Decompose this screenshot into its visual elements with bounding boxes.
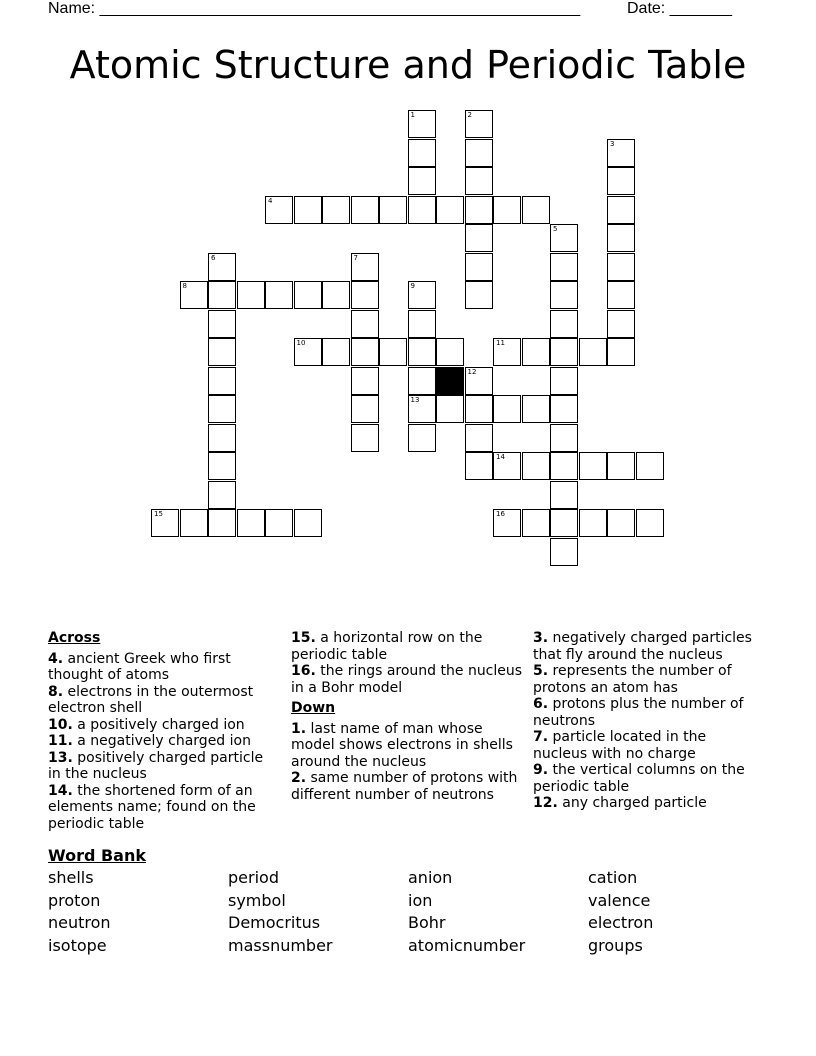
crossword-cell[interactable] (465, 424, 493, 452)
down-heading: Down (291, 700, 336, 716)
crossword-cell[interactable] (636, 452, 664, 480)
crossword-cell[interactable] (208, 509, 236, 537)
crossword-cell[interactable] (351, 281, 379, 309)
name-field[interactable]: Name: ______________________________________________________ (48, 0, 581, 17)
crossword-cell[interactable] (550, 424, 578, 452)
word-bank-item: ion (408, 890, 433, 910)
crossword-cell[interactable] (322, 196, 350, 224)
crossword-cell[interactable] (493, 395, 521, 423)
word-bank-item: Democritus (228, 913, 321, 932)
crossword-cell[interactable] (408, 139, 436, 167)
word-bank-item: Bohr (408, 913, 446, 932)
crossword-cell[interactable] (465, 139, 493, 167)
clue-number: 14 (496, 453, 505, 461)
crossword-cell[interactable] (550, 509, 578, 537)
clue-number: 4 (268, 196, 273, 205)
crossword-cell[interactable] (436, 338, 464, 366)
clue-down-12: 12. any charged particle (533, 795, 707, 811)
crossword-cell[interactable] (294, 338, 322, 366)
date-field[interactable]: Date: _______ (627, 0, 732, 17)
crossword-cell[interactable] (351, 395, 379, 423)
crossword-cell[interactable] (208, 395, 236, 423)
clue-down-7: 7. particle located in the nucleus with no charge (533, 729, 707, 762)
clue-number: 11 (496, 339, 505, 347)
word-bank-item: anion (408, 868, 453, 887)
crossword-cell[interactable] (493, 509, 521, 537)
crossword-cell[interactable] (408, 395, 436, 423)
crossword-cell[interactable] (294, 509, 322, 537)
crossword-cell[interactable] (208, 452, 236, 480)
clue-number: 8 (182, 282, 187, 290)
clue-down-2: 2. same number of protons with different number of neutrons (291, 770, 518, 803)
crossword-cell[interactable] (550, 338, 578, 366)
crossword-cell[interactable] (607, 310, 635, 338)
crossword-cell[interactable] (550, 395, 578, 423)
clue-number: 16 (496, 510, 505, 518)
crossword-cell[interactable] (351, 310, 379, 338)
clue-number: 12 (467, 367, 477, 376)
clues-column-3 (533, 630, 753, 812)
crossword-cell[interactable] (465, 167, 493, 195)
crossword-cell[interactable] (208, 367, 236, 395)
clue-number: 13 (410, 396, 420, 404)
crossword-cell[interactable] (322, 338, 350, 366)
crossword-cell[interactable] (408, 110, 436, 138)
crossword-cell[interactable] (522, 509, 550, 537)
crossword-cell[interactable] (208, 310, 236, 338)
crossword-cell[interactable] (493, 196, 521, 224)
clue-number: 10 (296, 339, 306, 347)
clue-across-16: 16. the rings around the nucleus in a Bohr model (291, 663, 523, 696)
crossword-cell[interactable] (579, 509, 607, 537)
crossword-cell[interactable] (465, 367, 493, 395)
word-bank-item: valence (588, 890, 651, 910)
crossword-cell[interactable] (550, 253, 578, 281)
crossword-cell[interactable] (237, 281, 265, 309)
crossword-cell[interactable] (550, 452, 578, 480)
clue-across-4: 4. ancient Greek who first thought of atoms (48, 650, 231, 683)
crossword-cell[interactable] (465, 196, 493, 224)
crossword-cell[interactable] (208, 281, 236, 309)
crossword-cell[interactable] (550, 310, 578, 338)
clue-across-14: 14. the shortened form of an elements name; found on the periodic table (48, 782, 256, 832)
crossword-cell[interactable] (265, 509, 293, 537)
clue-number: 9 (410, 282, 415, 290)
crossword-cell[interactable] (579, 338, 607, 366)
clue-across-15: 15. a horizontal row on the periodic table (291, 630, 483, 663)
crossword-cell[interactable] (208, 253, 236, 281)
crossword-cell[interactable] (493, 338, 521, 366)
crossword-cell[interactable] (579, 452, 607, 480)
crossword-cell[interactable] (208, 481, 236, 509)
crossword-cell[interactable] (351, 424, 379, 452)
clue-number: 15 (154, 510, 163, 518)
crossword-cell[interactable] (379, 196, 407, 224)
crossword-cell[interactable] (607, 196, 635, 224)
clue-number: 6 (211, 253, 216, 262)
crossword-cell[interactable] (607, 509, 635, 537)
crossword-cell[interactable] (351, 367, 379, 395)
crossword-cell[interactable] (465, 253, 493, 281)
crossword-cell[interactable] (436, 196, 464, 224)
clue-down-1: 1. last name of man whose model shows electrons in shells around the nucleus (291, 720, 513, 770)
crossword-cell[interactable] (607, 139, 635, 167)
crossword-cell[interactable] (607, 338, 635, 366)
crossword-cell[interactable] (180, 509, 208, 537)
crossword-cell[interactable] (408, 196, 436, 224)
crossword-cell[interactable] (408, 167, 436, 195)
word-bank-item: electron (588, 913, 654, 932)
clue-across-11: 11. a negatively charged ion (48, 733, 251, 749)
crossword-cell[interactable] (465, 452, 493, 480)
crossword-cell[interactable] (180, 281, 208, 309)
clue-number: 2 (467, 111, 472, 119)
crossword-cell[interactable] (607, 167, 635, 195)
crossword-cell[interactable] (522, 196, 550, 224)
word-bank-item: symbol (228, 890, 286, 910)
crossword-cell[interactable] (550, 538, 578, 566)
clue-down-9: 9. the vertical columns on the periodic table (533, 762, 745, 795)
crossword-cell[interactable] (351, 338, 379, 366)
crossword-cell[interactable] (408, 281, 436, 309)
crossword-cell[interactable] (465, 224, 493, 252)
crossword-cell[interactable] (351, 253, 379, 281)
crossword-cell[interactable] (522, 338, 550, 366)
crossword-cell[interactable] (408, 338, 436, 366)
crossword-cell[interactable] (607, 224, 635, 252)
crossword-cell[interactable] (208, 424, 236, 452)
clue-down-6: 6. protons plus the number of neutrons (533, 696, 744, 729)
crossword-black-cell (436, 367, 464, 395)
crossword-cell[interactable] (465, 395, 493, 423)
clue-number: 1 (410, 111, 415, 119)
clue-across-10: 10. a positively charged ion (48, 716, 245, 733)
word-bank-item: groups (588, 935, 643, 955)
clue-across-13: 13. positively charged particle in the nucleus (48, 749, 264, 782)
crossword-cell[interactable] (550, 281, 578, 309)
crossword-cell[interactable] (465, 281, 493, 309)
clue-down-3: 3. negatively charged particles that fly around the nucleus (533, 630, 752, 663)
word-bank-item: atomicnumber (408, 935, 526, 955)
crossword-cell[interactable] (550, 481, 578, 509)
crossword-cell[interactable] (351, 196, 379, 224)
word-bank-item: massnumber (228, 935, 333, 955)
crossword-cell[interactable] (208, 338, 236, 366)
crossword-cell[interactable] (408, 310, 436, 338)
crossword-cell[interactable] (265, 196, 293, 224)
page-title: Atomic Structure and Periodic Table (69, 43, 747, 87)
crossword-cell[interactable] (265, 281, 293, 309)
crossword-cell[interactable] (522, 452, 550, 480)
crossword-cell[interactable] (636, 509, 664, 537)
crossword-cell[interactable] (237, 509, 265, 537)
clue-across-8: 8. electrons in the outermost electron shell (48, 683, 254, 716)
word-bank-item: period (228, 868, 279, 887)
crossword-cell[interactable] (408, 424, 436, 452)
crossword-cell[interactable] (379, 338, 407, 366)
crossword-cell[interactable] (408, 367, 436, 395)
clue-number: 5 (553, 225, 558, 233)
word-bank-item: proton (48, 890, 101, 910)
crossword-cell[interactable] (607, 281, 635, 309)
crossword-cell[interactable] (607, 253, 635, 281)
crossword-cell[interactable] (607, 452, 635, 480)
word-bank-title: Word Bank (48, 846, 147, 865)
crossword-cell[interactable] (550, 224, 578, 252)
crossword-cell[interactable] (522, 395, 550, 423)
crossword-cell[interactable] (436, 395, 464, 423)
clues-column-2 (291, 630, 523, 803)
word-bank-item: cation (588, 868, 638, 887)
clues-column-1 (48, 630, 280, 832)
clue-number: 3 (610, 139, 615, 148)
crossword-cell[interactable] (493, 452, 521, 480)
word-bank-item: shells (48, 868, 94, 887)
word-bank-item: isotope (48, 935, 107, 955)
crossword-cell[interactable] (322, 281, 350, 309)
crossword-cell[interactable] (465, 110, 493, 138)
clue-number: 7 (353, 253, 358, 262)
across-heading: Across (48, 630, 101, 646)
crossword-cell[interactable] (550, 367, 578, 395)
word-bank-item: neutron (48, 913, 111, 932)
crossword-cell[interactable] (151, 509, 179, 537)
clue-down-5: 5. represents the number of protons an atom has (533, 663, 732, 696)
crossword-cell[interactable] (294, 196, 322, 224)
crossword-cell[interactable] (294, 281, 322, 309)
